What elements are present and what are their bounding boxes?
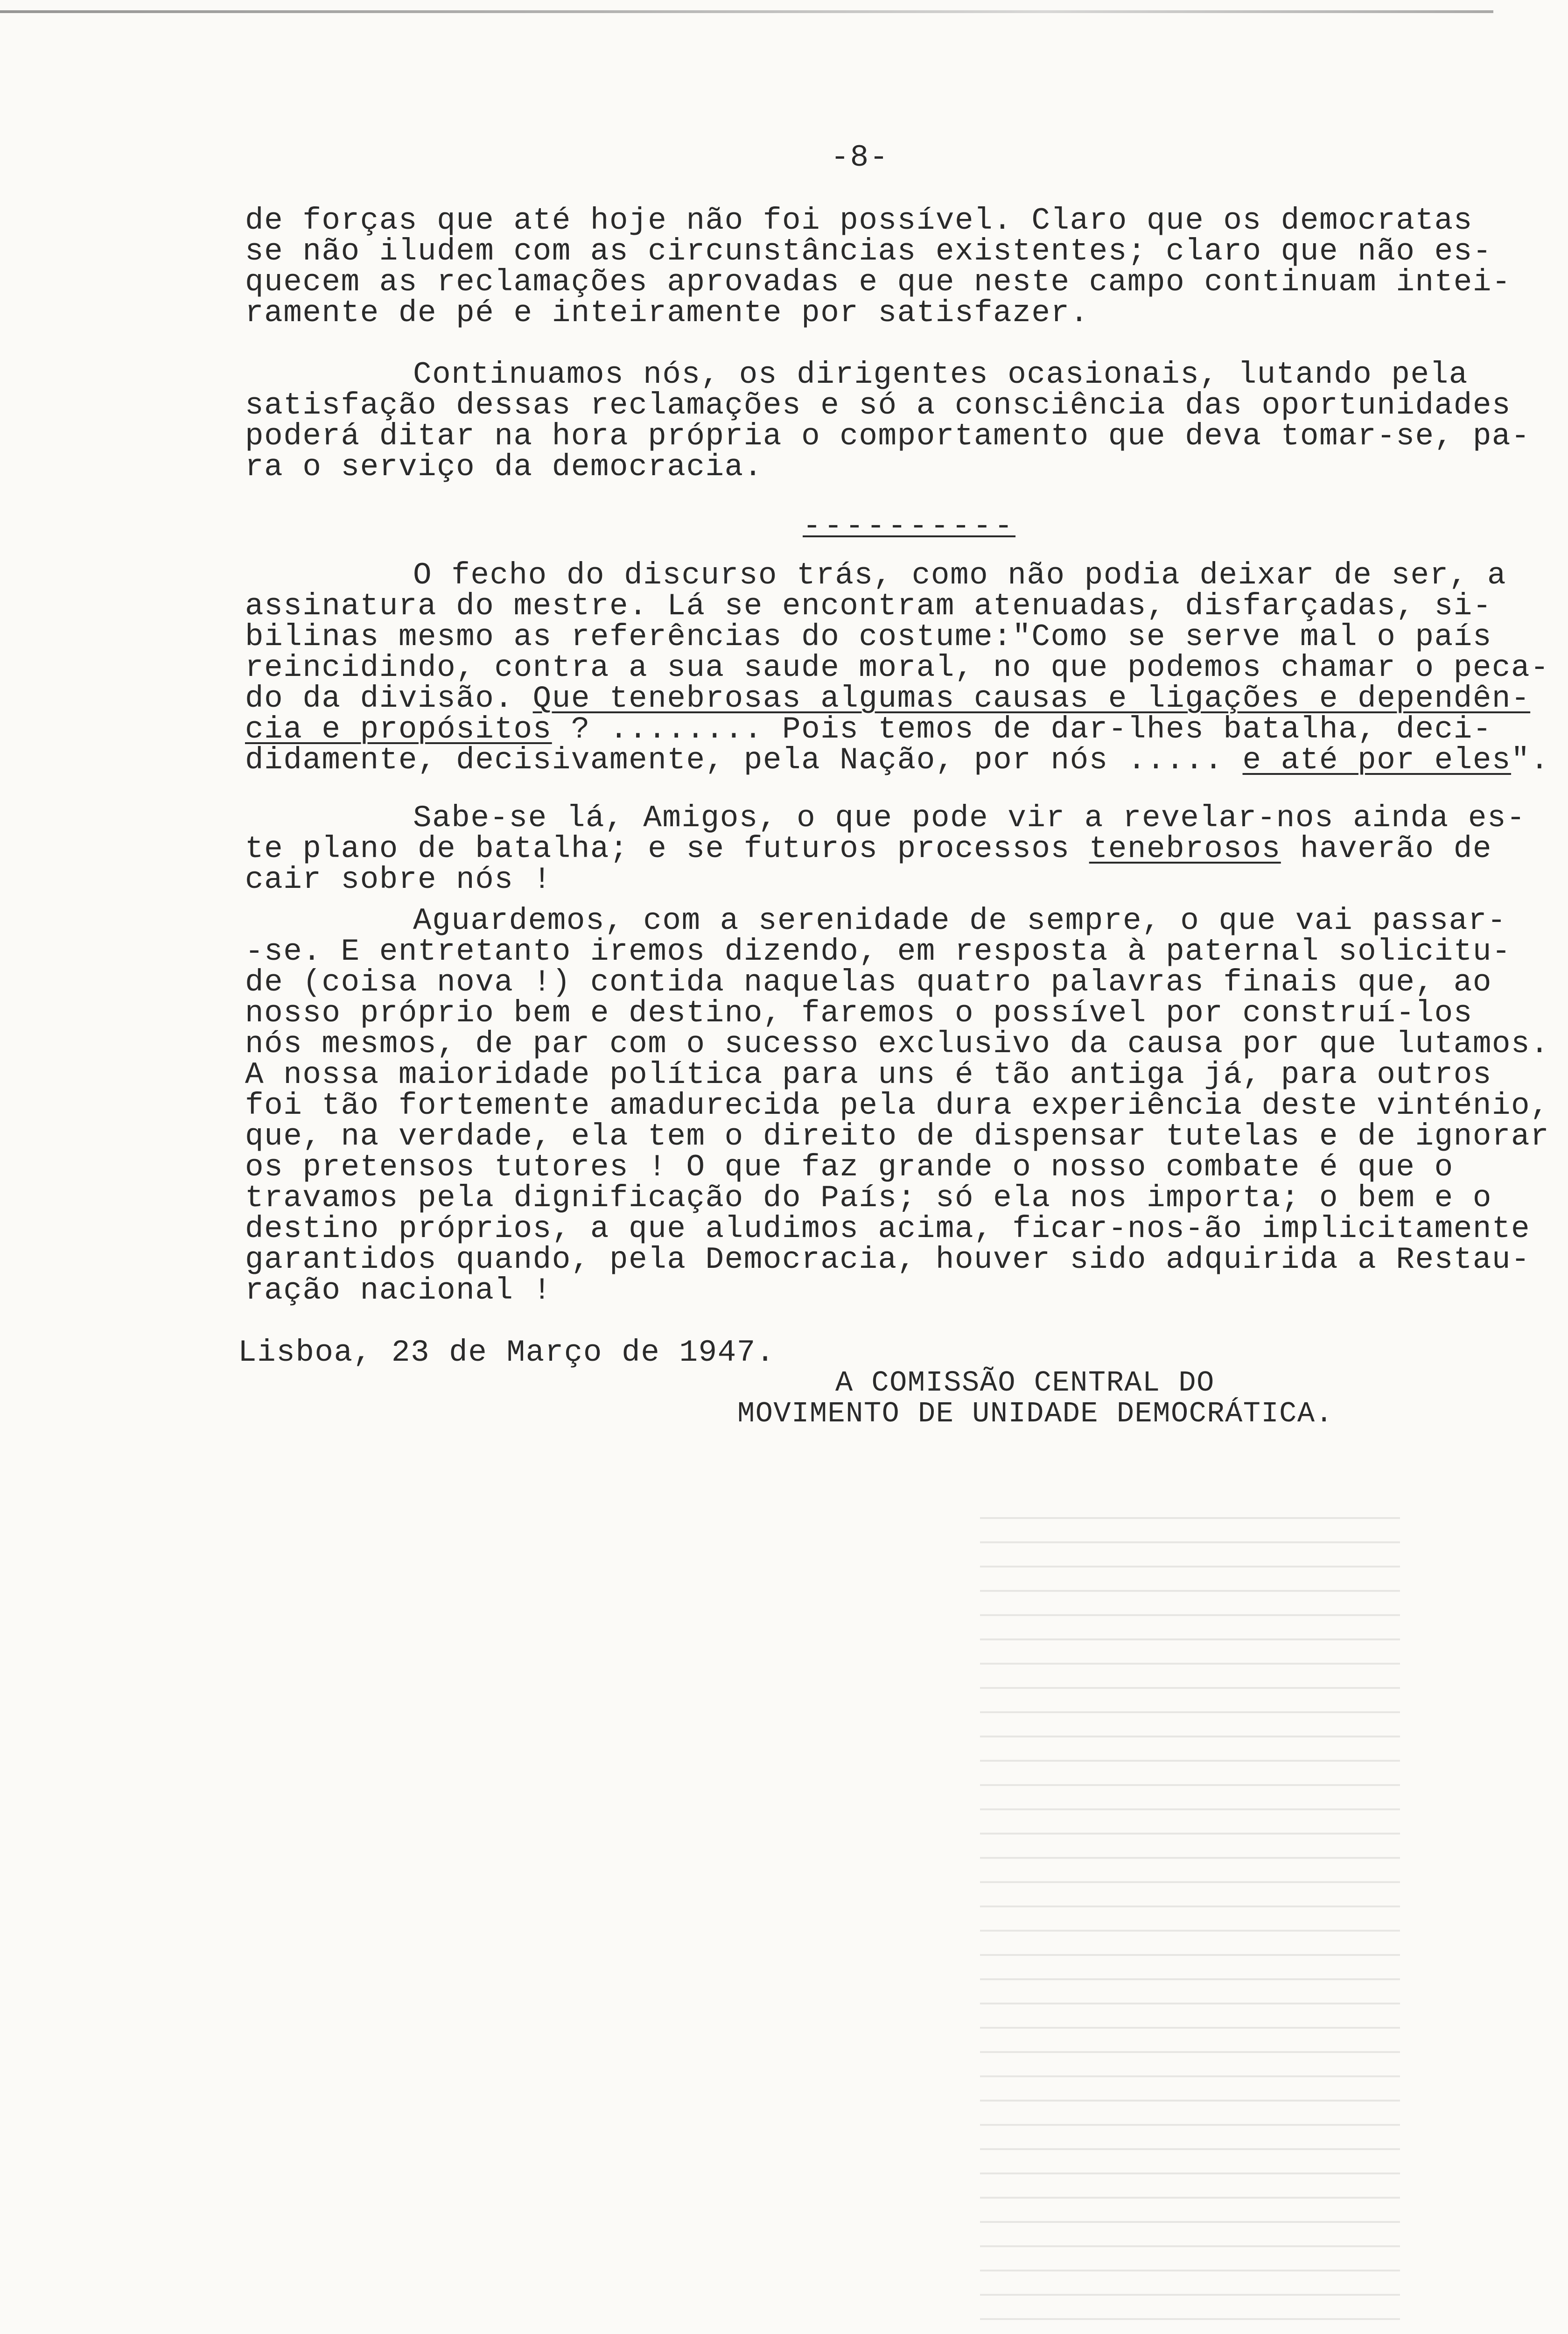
paragraph-1: [245, 203, 1512, 330]
top-rule: [0, 10, 1493, 13]
document-date: Lisboa, 23 de Março de 1947.: [238, 1335, 775, 1370]
signature-line-2: MOVIMENTO DE UNIDADE DEMOCRÁTICA.: [737, 1397, 1334, 1430]
paragraph-5: [245, 903, 1550, 1308]
text-segment: do da divisão.: [245, 681, 533, 716]
signature-block: [737, 1366, 1334, 1430]
underlined-text: cia e propósitos: [245, 712, 552, 747]
text-line: nós mesmos, de par com o sucesso exclusivo da causa por que lutamos.: [245, 1026, 1550, 1062]
text-line: poderá ditar na hora própria o comportamento que deva tomar-se, pa-: [245, 419, 1531, 454]
page-number: -8-: [831, 140, 889, 175]
section-separator: ----------: [803, 509, 1016, 544]
underlined-text: Que tenebrosas algumas causas e ligações e dependên-: [532, 681, 1531, 716]
text-line: assinatura do mestre. Lá se encontram atenuadas, disfarçadas, si-: [245, 589, 1492, 624]
paragraph-4: [245, 801, 1526, 897]
underlined-text: e até por eles: [1242, 743, 1512, 778]
text-segment: haverão de: [1281, 831, 1492, 866]
text-line: destino próprios, a que aludimos acima, ficar-nos-ão implicitamente: [245, 1211, 1531, 1246]
text-segment: ? ........ Pois temos de dar-lhes batalha, deci-: [552, 712, 1492, 747]
text-line: -se. E entretanto iremos dizendo, em resposta à paternal solicitu-: [245, 934, 1512, 969]
text-segment: te plano de batalha; e se futuros processos: [245, 831, 1089, 866]
signature-line-1: A COMISSÃO CENTRAL DO: [835, 1366, 1215, 1399]
text-line: nosso próprio bem e destino, faremos o possível por construí-los: [245, 996, 1473, 1031]
bleed-through-texture: [980, 1517, 1400, 2334]
text-line: foi tão fortemente amadurecida pela dura experiência deste vinténio,: [245, 1088, 1550, 1123]
text-line: reincidindo, contra a sua saude moral, no que podemos chamar o peca-: [245, 650, 1550, 685]
text-line: ramente de pé e inteiramente por satisfazer.: [245, 295, 1089, 330]
text-line: [245, 714, 1505, 745]
text-line: Sabe-se lá, Amigos, o que pode vir a revelar-nos ainda es-: [413, 801, 1526, 836]
text-line: A nossa maioridade política para uns é tão antiga já, para outros: [245, 1057, 1492, 1092]
paragraph-2: [245, 357, 1531, 485]
text-line: cair sobre nós !: [245, 862, 552, 897]
text-line: O fecho do discurso trás, como não podia deixar de ser, a: [413, 558, 1507, 593]
text-line: se não iludem com as circunstâncias existentes; claro que não es-: [245, 234, 1492, 269]
text-line: garantidos quando, pela Democracia, houver sido adquirida a Restau-: [245, 1242, 1531, 1277]
text-line: [245, 831, 1505, 866]
underlined-text: tenebrosos: [1089, 831, 1281, 866]
text-line: [245, 681, 1531, 716]
paragraph-3: [245, 558, 1550, 778]
text-line: os pretensos tutores ! O que faz grande o nosso combate é que o: [245, 1150, 1454, 1185]
text-line: de forças que até hoje não foi possível. Claro que os democratas: [245, 203, 1473, 238]
text-line: satisfação dessas reclamações e só a consciência das oportunidades: [245, 388, 1512, 423]
text-line: ração nacional !: [245, 1273, 552, 1308]
text-line: Aguardemos, com a serenidade de sempre, o que vai passar-: [413, 903, 1507, 938]
text-line: que, na verdade, ela tem o direito de dispensar tutelas e de ignorar: [245, 1119, 1550, 1154]
text-line: Continuamos nós, os dirigentes ocasionais, lutando pela: [413, 357, 1468, 392]
text-line: ra o serviço da democracia.: [245, 450, 763, 485]
text-line: [245, 743, 1550, 778]
text-segment: didamente, decisivamente, pela Nação, por nós .....: [245, 743, 1243, 778]
text-segment: ".: [1511, 743, 1550, 778]
text-line: de (coisa nova !) contida naquelas quatro palavras finais que, ao: [245, 965, 1492, 1000]
text-line: bilinas mesmo as referências do costume:"Como se serve mal o país: [245, 619, 1492, 654]
text-line: quecem as reclamações aprovadas e que neste campo continuam intei-: [245, 265, 1512, 300]
text-line: travamos pela dignificação do País; só ela nos importa; o bem e o: [245, 1181, 1492, 1216]
